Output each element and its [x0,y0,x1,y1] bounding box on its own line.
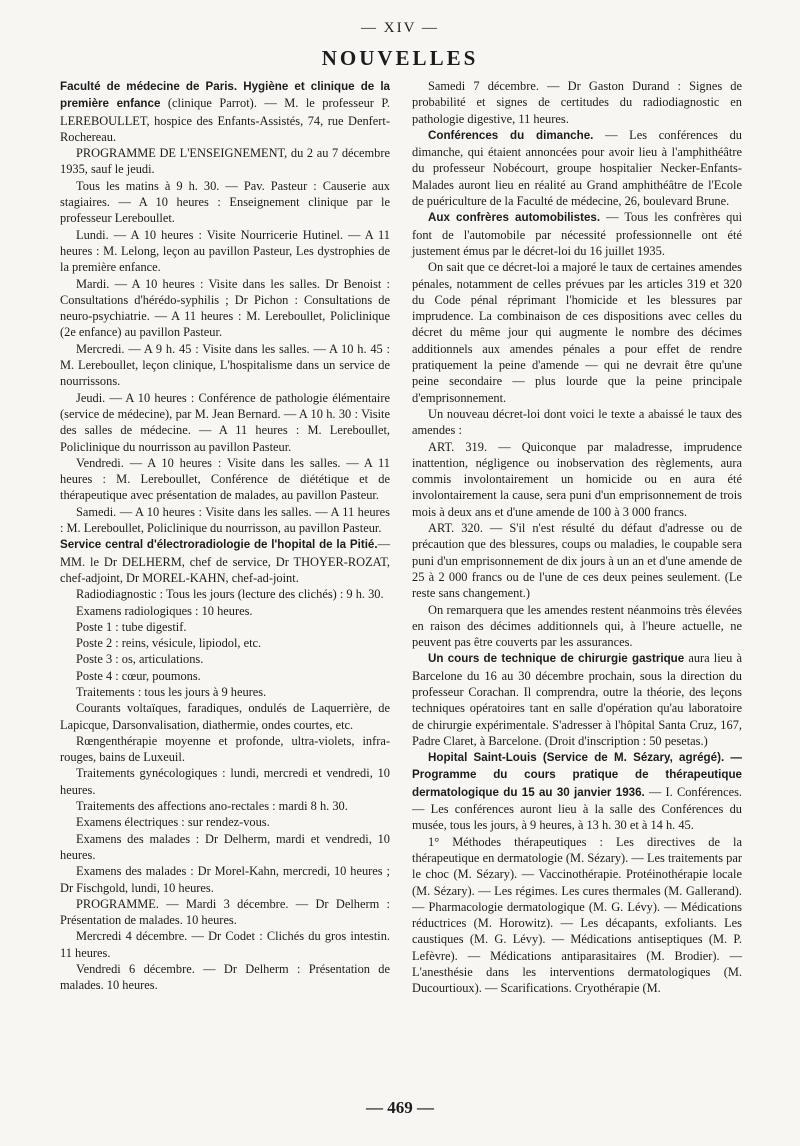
paragraph: Vendredi 6 décembre. — Dr Delherm : Présentation de malades. 10 heures. [60,962,390,993]
paragraph: Traitements : tous les jours à 9 heures. [76,684,267,699]
paragraph: Hopital Saint-Louis (Service de M. Sézary, agrégé). — Programme du cours pratique de thérapeutique dermatologique du 15 au 30 janvier 1936. — I. Conférences. — Les conférences auront lieu à la salle des Conférences du musée, tous les jours, à 9 heures, à 13 h. 30 et à 14 h. 45. [412,751,742,833]
paragraph: Samedi. — A 10 heures : Visite dans les salles. — A 11 heures : M. Lereboullet, Policlinique du nourrisson, au pavillon Pasteur. [60,504,390,536]
right-column [412,78,742,997]
paragraph: Mercredi 4 décembre. — Dr Codet : Clichés du gros intestin. 11 heures. [60,929,390,960]
left-column [60,78,390,994]
paragraph: Conférences du dimanche. — Les conférences du dimanche, qui étaient annoncées pour avoir lieu à l'amphithéâtre du professeur Nobécourt, groupe hospitalier Necker-Enfants-Malades auront lieu en réalité au Grand amphithéâtre de l'Ecole de puériculture de la Faculté de médecine, 26, boulevard Brune. [412,127,742,209]
paragraph: 1° Méthodes thérapeutiques : Les directives de la thérapeutique en dermatologie (M. Sézary). — Les traitements par le choc (M. Sézary). — Vaccinothérapie. Protéinothérapie locale (M. Sézary). — Les régimes. Les cures thermales (M. Gallerand). — Pharmacologie dermatologique (M. G. Lévy). — Médications réductrices (M. Horowitz). — Les décapants, exfoliants. Les caustiques (M. G. Lévy). — Médications antiseptiques (M. P. Lefèvre). — Médications antiparasitaires (M. Brodier). — L'anesthésie dans les interventions dermatologiques (M. Ducourtioux). — Scarifications. Cryothérapie (M. [412,834,742,996]
paragraph: Examens des malades : Dr Morel-Kahn, mercredi, 10 heures ; Dr Fischgold, lundi, 10 heures. [60,864,390,895]
paragraph: Vendredi. — A 10 heures : Visite dans les salles. — A 11 heures : M. Lereboullet, Conférence de diététique et de thérapeutique avec présentation de malades, au pavillon Pasteur. [60,455,390,503]
paragraph: Traitements des affections ano-rectales : mardi 8 h. 30. [76,799,348,814]
paragraph: Examens électriques : sur rendez-vous. [76,815,270,830]
paragraph: Tous les matins à 9 h. 30. — Pav. Pasteur : Causerie aux stagiaires. — A 10 heures : Enseignement clinique par le professeur Lereboullet. [60,178,390,226]
paragraph: Poste 1 : tube digestif. [76,619,187,634]
paragraph: Mardi. — A 10 heures : Visite dans les salles. Dr Benoist : Consultations d'hérédo-syphilis ; Dr Pichon : Consultations de neuro-psychiatrie. — A 11 heures : M. Lereboullet, Policlinique (2e enfance) au pavillon Pasteur. [60,276,390,340]
paragraph: Jeudi. — A 10 heures : Conférence de pathologie élémentaire (service de médecine), par M. Jean Bernard. — A 10 h. 30 : Visite des salles de médecine. — A 11 heures : M. Lereboullet, Policlinique du nourrisson au pavillon Pasteur. [60,390,390,454]
paragraph: Rœngenthérapie moyenne et profonde, ultra-violets, infra-rouges, bains de Luxeuil. [60,733,390,765]
roman-page-number: — XIV — [361,20,439,36]
paragraph: ART. 319. — Quiconque par maladresse, imprudence inattention, négligence ou inobservation des règlements, aura commis involontairement un homicide ou en aura été involontairement la cause, sera puni d'un emprisonnement de trois mois à deux ans et d'une amende de 100 à 3 000 francs. [412,439,742,519]
paragraph: Traitements gynécologiques : lundi, mercredi et vendredi, 10 heures. [60,766,390,797]
paragraph: On remarquera que les amendes restent néanmoins très élevées en raison des décimes additionnels qui, à l'heure actuelle, ne peuvent pas être couverts par les assurances. [412,602,742,650]
paragraph: Poste 2 : reins, vésicule, lipiodol, etc. [76,636,262,651]
paragraph: Examens radiologiques : 10 heures. [76,603,253,618]
paragraph: Examens des malades : Dr Delherm, mardi et vendredi, 10 heures. [60,831,390,862]
paragraph: Radiodiagnostic : Tous les jours (lecture des clichés) : 9 h. 30. [76,587,384,602]
paragraph: Poste 3 : os, articulations. [76,652,204,667]
paragraph: Courants voltaïques, faradiques, ondulés de Laquerrière, de Lapicque, Darsonvalisation, diathermie, ondes courtes, etc. [60,701,390,732]
page-number: — 469 — [366,1098,434,1117]
paragraph: Service central d'électroradiologie de l'hopital de la Pitié.—MM. le Dr DELHERM, chef de service, Dr THOYER-ROZAT, chef-adjoint, Dr MOREL-KAHN, chef-ad-joint. [60,537,390,585]
paragraph: Aux confrères automobilistes. — Tous les confrères qui font de l'automobile par nécessité professionnelle ont été justement émus par le décret-loi du 16 juillet 1935. [412,210,743,258]
section-title: NOUVELLES [321,46,479,70]
paragraph: Poste 4 : cœur, poumons. [76,668,201,683]
paragraph: Lundi. — A 10 heures : Visite Nourricerie Hutinel. — A 11 heures : M. Lelong, leçon au pavillon Pasteur, Les dystrophies de la première enfance. [60,227,390,275]
paragraph: Un cours de technique de chirurgie gastrique aura lieu à Barcelone du 16 au 30 décembre prochain, sous la direction du professeur Corachan. Il comprendra, outre la théorie, des leçons techniques opératoires tant en salle d'opération qu'au laboratoire de chirurgie expérimentale. S'adresser à l'hôpital Santa Cruz, 167, Padre Claret, à Barcelone. (Droit d'inscription : 50 pesetas.) [412,651,742,748]
paragraph: Samedi 7 décembre. — Dr Gaston Durand : Signes de probabilité et signes de certitudes du radiodiagnostic en pathologie digestive, 11 heures. [412,79,742,126]
paragraph: Faculté de médecine de Paris. Hygiène et clinique de la première enfance (clinique Parrot). — M. le professeur P. LEREBOULLET, hospice des Enfants-Assistés, 74, rue Denfert-Rochereau. [60,80,390,144]
paragraph: On sait que ce décret-loi a majoré le taux de certaines amendes pénales, notamment de celles prévues par les articles 319 et 320 du Code pénal réprimant l'homicide et les blessures par imprudence. La combinaison de ces dispositions avec celles du décret du même jour qui augmente le nombre des décimes additionnels aux amendes pénales a pour effet de rendre pratiquement la peine d'amende — qui ne devrait être qu'une peine secondaire — plus lourde que la peine principale d'emprisonnement. [412,260,742,405]
paragraph: Mercredi. — A 9 h. 45 : Visite dans les salles. — A 10 h. 45 : M. Lereboullet, leçon clinique, L'hospitalisme dans un service de nourrissons. [60,341,390,389]
paragraph: ART. 320. — S'il n'est résulté du défaut d'adresse ou de précaution que des blessures, coups ou maladies, le coupable sera puni d'un emprisonnement de dix jours à un an et d'une amende de 25 à 2 000 francs ou de l'une de ces deux peines seulement. (Le reste sans changement.) [412,521,742,601]
paragraph: PROGRAMME DE L'ENSEIGNEMENT, du 2 au 7 décembre 1935, sauf le jeudi. [60,146,390,177]
paragraph: PROGRAMME. — Mardi 3 décembre. — Dr Delherm : Présentation de malades. 10 heures. [60,896,390,928]
paragraph: Un nouveau décret-loi dont voici le texte a abaissé le taux des amendes : [412,406,742,438]
